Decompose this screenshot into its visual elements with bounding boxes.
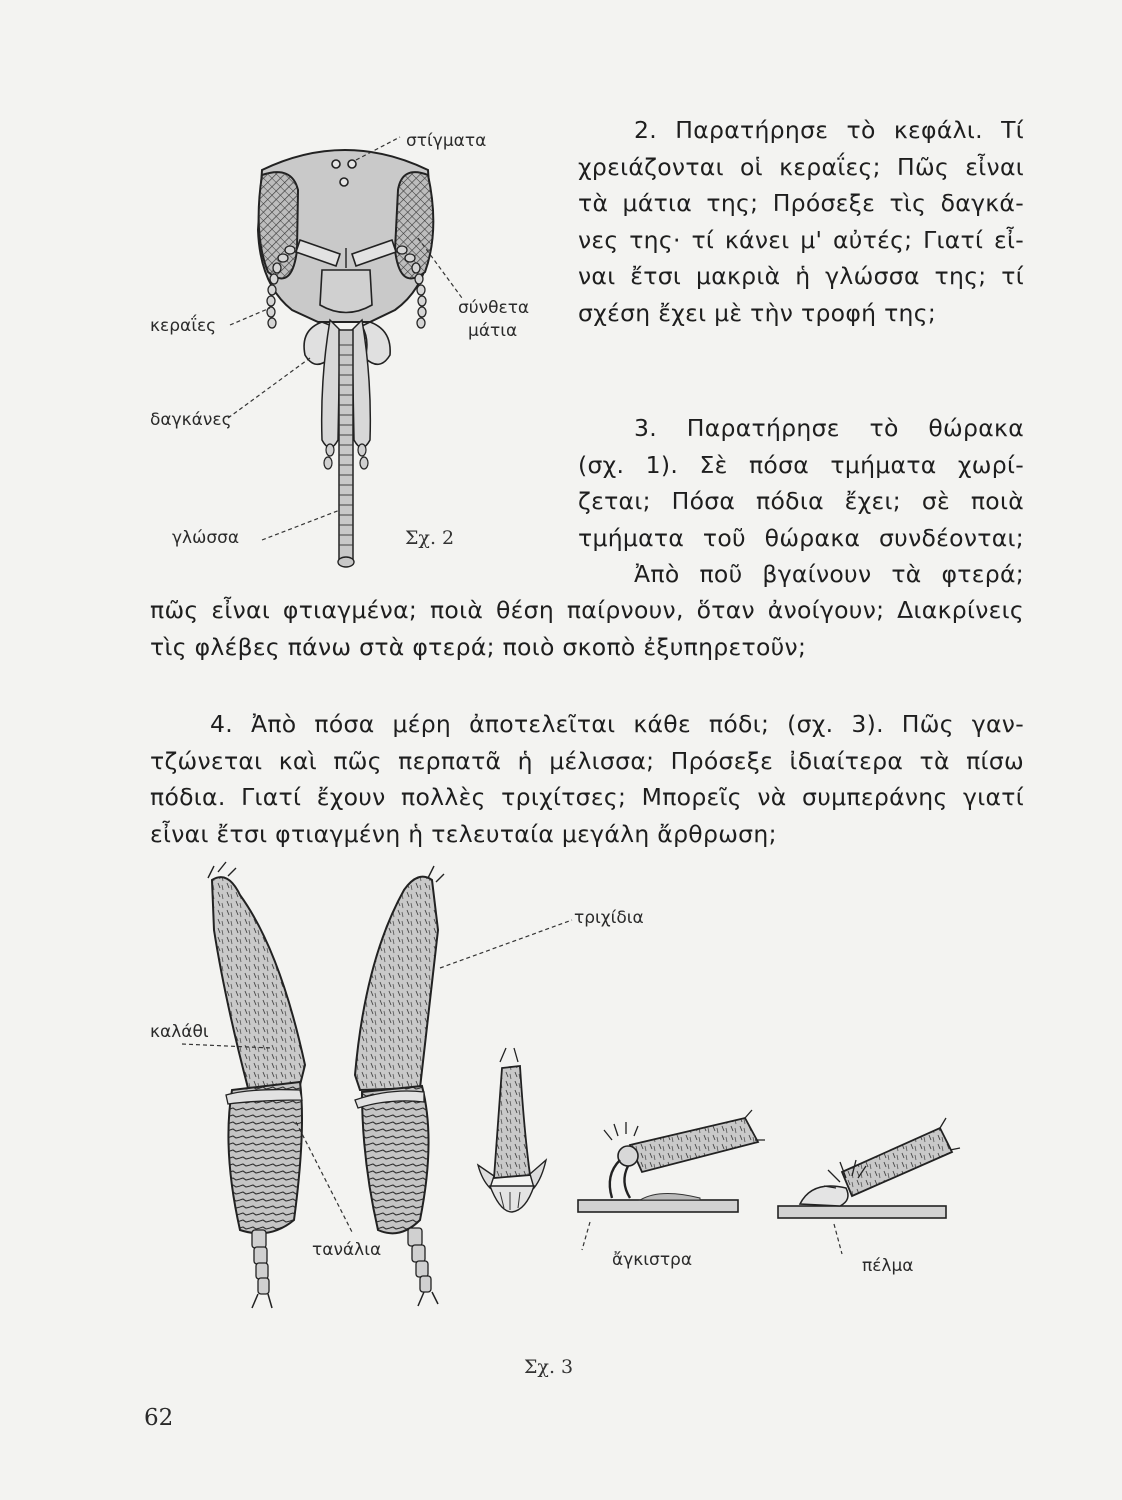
q3-line-2: (σχ. 1). Σὲ πόσα τμήματα χωρί-: [578, 450, 1024, 479]
q2-line-4: νες της· τί κάνει μ' αὐτές; Γιατί εἶ-: [578, 225, 1024, 254]
label-mandibles: δαγκάνες: [150, 410, 232, 430]
question-2-paragraph: [578, 112, 1024, 331]
q3-line-4: τμήματα τοῦ θώρακα συνδέονται;: [578, 523, 1024, 552]
label-basket: καλάθι: [150, 1022, 209, 1042]
q2-line-6: σχέση ἔχει μὲ τὴν τροφή της;: [578, 298, 937, 327]
q2-line-5: ναι ἔτσι μακριὰ ἡ γλώσσα της; τί: [578, 262, 1024, 290]
q3-line-5: Ἀπὸ ποῦ βγαίνουν τὰ φτερά;: [634, 560, 1024, 588]
question-3-paragraph: [578, 410, 1024, 593]
label-tongue: γλώσσα: [172, 528, 240, 548]
label-compound-eyes-line2: μάτια: [468, 321, 518, 341]
label-pincers: τανάλια: [312, 1240, 382, 1260]
q2-line-2: χρειάζονται οἱ κεραΐες; Πῶς εἶναι: [578, 152, 1024, 181]
figure-3-caption: Σχ. 3: [524, 1356, 574, 1378]
q4-line-1: 4. Ἀπὸ πόσα μέρη ἀποτελεῖται κάθε πόδι; (σχ. 3). Πῶς γαν-: [210, 710, 1024, 738]
label-hairs: τριχίδια: [574, 908, 644, 928]
label-hooks: ἄγκιστρα: [612, 1250, 693, 1270]
q3-line-3: ζεται; Πόσα πόδια ἔχει; σὲ ποιὰ: [578, 487, 1024, 515]
q4-line-2: τζώνεται καὶ πῶς περπατᾶ ἡ μέλισσα; Πρόσεξε ἰδιαίτερα τὰ πίσω: [150, 746, 1024, 775]
q3-line-7: τὶς φλέβες πάνω στὰ φτερά; ποιὸ σκοπὸ ἐξυπηρετοῦν;: [150, 632, 807, 661]
leg-on-surface-sole: [778, 1118, 960, 1218]
question-3-continuation: [150, 592, 1024, 665]
q4-line-3: πόδια. Γιατί ἔχουν πολλὲς τριχίτσες; Μπορεῖς νὰ συμπεράνης γιατί: [150, 783, 1024, 811]
q2-line-1: 2. Παρατήρησε τὸ κεφάλι. Τί: [634, 116, 1024, 144]
label-stigmata: στίγματα: [406, 131, 487, 151]
figure-2-caption: Σχ. 2: [405, 527, 455, 549]
leg-tip-foot: [478, 1048, 546, 1212]
label-sole: πέλμα: [862, 1256, 914, 1276]
label-antennae: κεραΐες: [150, 316, 217, 336]
leg-on-surface-hooks: [578, 1110, 765, 1212]
page-number: 62: [144, 1405, 174, 1431]
q4-line-4: εἶναι ἔτσι φτιαγμένη ἡ τελευταία μεγάλη ἄρθρωση;: [150, 819, 777, 848]
label-compound-eyes-line1: σύνθετα: [458, 298, 530, 318]
q2-line-3: τὰ μάτια της; Πρόσεξε τὶς δαγκά-: [578, 189, 1024, 217]
hind-leg-left: [208, 862, 305, 1308]
q3-line-1: 3. Παρατήρησε τὸ θώρακα: [634, 414, 1024, 442]
bee-head: [258, 150, 433, 567]
q3-line-6: πῶς εἶναι φτιαγμένα; ποιὰ θέση παίρνουν, ὅταν ἀνοίγουν; Διακρίνεις: [150, 596, 1024, 624]
question-4-paragraph: [150, 706, 1024, 852]
